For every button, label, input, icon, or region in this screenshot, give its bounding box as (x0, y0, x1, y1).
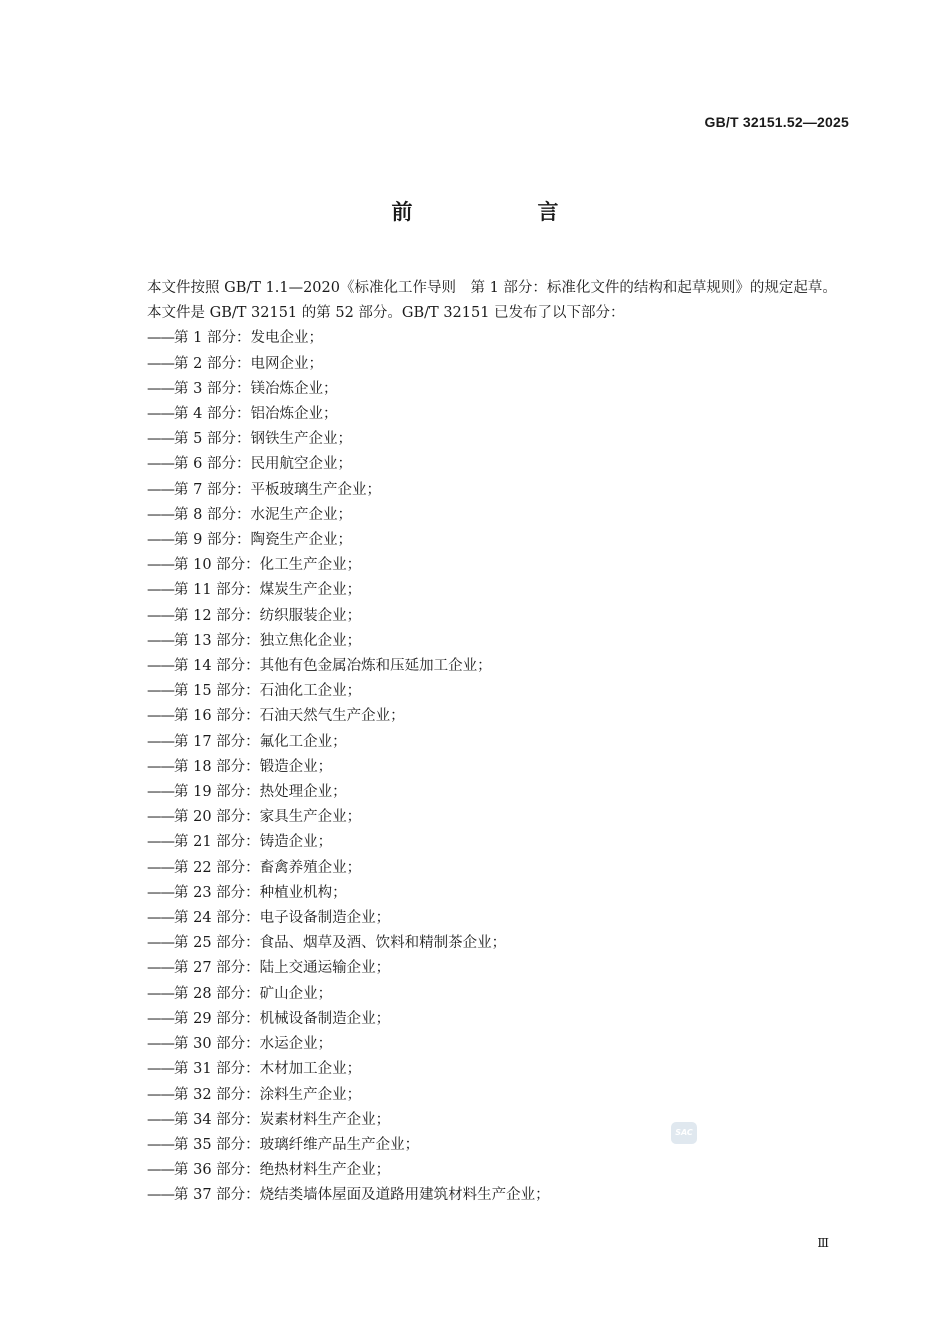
list-item (114, 1158, 851, 1183)
list-dash: —— (147, 809, 174, 826)
list-dash: —— (147, 733, 174, 750)
list-item (114, 931, 851, 956)
list-dash: —— (147, 658, 174, 675)
list-item-text: 第 25 部分：食品、烟草及酒、饮料和精制茶企业； (174, 935, 507, 952)
list-item-text: 第 19 部分：热处理企业； (174, 784, 347, 801)
list-dash: —— (147, 355, 174, 372)
list-item-text: 第 1 部分：发电企业； (174, 330, 323, 347)
list-item (114, 326, 851, 351)
list-item (114, 1133, 851, 1158)
list-dash: —— (147, 1010, 174, 1027)
list-item-text: 第 17 部分：氟化工企业； (174, 733, 347, 750)
parts-list (114, 326, 851, 1208)
list-item-text: 第 18 部分：锻造企业； (174, 758, 333, 775)
list-dash: —— (147, 1187, 174, 1204)
list-dash: —— (147, 380, 174, 397)
list-item-text: 第 5 部分：钢铁生产企业； (174, 431, 352, 448)
list-item-text: 第 29 部分：机械设备制造企业； (174, 1010, 391, 1027)
list-item (114, 578, 851, 603)
list-item-text: 第 31 部分：木材加工企业； (174, 1061, 362, 1078)
list-item (114, 856, 851, 881)
list-item (114, 1057, 851, 1082)
list-item (114, 452, 851, 477)
list-dash: —— (147, 683, 174, 700)
list-item-text: 第 36 部分：绝热材料生产企业； (174, 1162, 391, 1179)
list-item (114, 679, 851, 704)
list-dash: —— (147, 1136, 174, 1153)
list-item-text: 第 22 部分：畜禽养殖企业； (174, 859, 362, 876)
paragraph-drafting-rules: 本文件按照 GB/T 1.1—2020《标准化工作导则 第 1 部分：标准化文件的结构和起草规则》的规定起草。 (147, 280, 837, 296)
list-item-text: 第 28 部分：矿山企业； (174, 985, 333, 1002)
list-dash: —— (147, 1111, 174, 1128)
list-item-text: 第 14 部分：其他有色金属冶炼和压延加工企业； (174, 658, 492, 675)
list-item (114, 503, 851, 528)
list-dash: —— (147, 1162, 174, 1179)
list-item (114, 654, 851, 679)
list-item-text: 第 9 部分：陶瓷生产企业； (174, 532, 352, 549)
list-item-text: 第 7 部分：平板玻璃生产企业； (174, 481, 381, 498)
list-item-text: 第 27 部分：陆上交通运输企业； (174, 960, 391, 977)
list-dash: —— (147, 960, 174, 977)
list-item-text: 第 11 部分：煤炭生产企业； (174, 582, 362, 599)
list-item (114, 805, 851, 830)
list-dash: —— (147, 607, 174, 624)
list-item-text: 第 21 部分：铸造企业； (174, 834, 333, 851)
list-dash: —— (147, 506, 174, 523)
page-title: 前 言 (391, 200, 611, 224)
list-dash: —— (147, 834, 174, 851)
list-item-text: 第 35 部分：玻璃纤维产品生产企业； (174, 1136, 420, 1153)
list-item (114, 427, 851, 452)
list-item (114, 1007, 851, 1032)
list-dash: —— (147, 910, 174, 927)
list-item (114, 830, 851, 855)
list-item-text: 第 8 部分：水泥生产企业； (174, 506, 352, 523)
list-dash: —— (147, 632, 174, 649)
list-item-text: 第 34 部分：炭素材料生产企业； (174, 1111, 391, 1128)
list-item-text: 第 6 部分：民用航空企业； (174, 456, 352, 473)
list-dash: —— (147, 456, 174, 473)
list-item (114, 1183, 851, 1208)
list-item (114, 704, 851, 729)
foreword-body (114, 276, 851, 1209)
list-dash: —— (147, 884, 174, 901)
list-item-text: 第 24 部分：电子设备制造企业； (174, 910, 391, 927)
list-dash: —— (147, 481, 174, 498)
list-item (114, 755, 851, 780)
list-dash: —— (147, 1061, 174, 1078)
list-dash: —— (147, 1036, 174, 1053)
list-dash: —— (147, 582, 174, 599)
list-dash: —— (147, 406, 174, 423)
list-dash: —— (147, 431, 174, 448)
list-dash: —— (147, 1086, 174, 1103)
list-item-text: 第 32 部分：涂料生产企业； (174, 1086, 362, 1103)
list-item-text: 第 23 部分：种植业机构； (174, 884, 347, 901)
list-item-text: 第 3 部分：镁冶炼企业； (174, 380, 338, 397)
list-item (114, 478, 851, 503)
standard-id-header: GB/T 32151.52—2025 (704, 114, 849, 130)
list-dash: —— (147, 985, 174, 1002)
list-item-text: 第 2 部分：电网企业； (174, 355, 323, 372)
list-dash: —— (147, 330, 174, 347)
list-item (114, 1108, 851, 1133)
list-item-text: 第 37 部分：烧结类墙体屋面及道路用建筑材料生产企业； (174, 1187, 550, 1204)
list-dash: —— (147, 708, 174, 725)
list-item (114, 982, 851, 1007)
list-item (114, 604, 851, 629)
paragraph-parts-intro: 本文件是 GB/T 32151 的第 52 部分。GB/T 32151 已发布了以下部分： (147, 305, 625, 322)
sac-watermark-logo: SAC (671, 1122, 697, 1144)
list-item (114, 377, 851, 402)
list-item (114, 402, 851, 427)
list-item-text: 第 13 部分：独立焦化企业； (174, 632, 362, 649)
list-item-text: 第 12 部分：纺织服装企业； (174, 607, 362, 624)
list-item (114, 906, 851, 931)
list-item (114, 1083, 851, 1108)
list-dash: —— (147, 935, 174, 952)
list-item (114, 528, 851, 553)
list-item-text: 第 15 部分：石油化工企业； (174, 683, 362, 700)
list-dash: —— (147, 532, 174, 549)
list-item-text: 第 10 部分：化工生产企业； (174, 557, 362, 574)
list-dash: —— (147, 784, 174, 801)
list-item (114, 780, 851, 805)
list-item (114, 629, 851, 654)
list-item (114, 553, 851, 578)
list-item-text: 第 16 部分：石油天然气生产企业； (174, 708, 405, 725)
list-item (114, 1032, 851, 1057)
page-number: Ⅲ (817, 1236, 829, 1250)
list-dash: —— (147, 557, 174, 574)
list-dash: —— (147, 758, 174, 775)
list-item (114, 881, 851, 906)
list-item (114, 730, 851, 755)
list-item-text: 第 30 部分：水运企业； (174, 1036, 333, 1053)
list-item-text: 第 20 部分：家具生产企业； (174, 809, 362, 826)
list-item (114, 956, 851, 981)
list-item (114, 352, 851, 377)
list-dash: —— (147, 859, 174, 876)
list-item-text: 第 4 部分：铝冶炼企业； (174, 406, 338, 423)
